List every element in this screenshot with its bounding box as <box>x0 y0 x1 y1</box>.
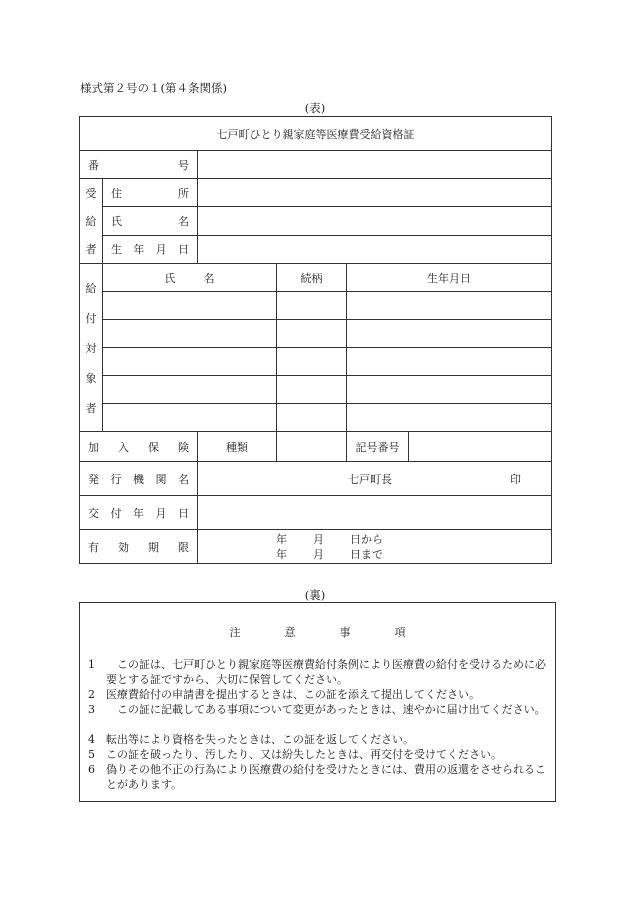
target-birth-cell[interactable] <box>347 292 552 320</box>
target-relation-cell[interactable] <box>277 376 347 404</box>
birth-label: 生 年 月 日 <box>103 235 198 263</box>
notes-box <box>79 602 556 802</box>
note-item-1: 1 この証は、七戸町ひとり親家庭等医療費給付条例により医療費の給付を受けるために必要とする証ですから、大切に保管してください。 <box>88 658 546 686</box>
target-relation-header: 続柄 <box>277 264 347 292</box>
note-item-5: 5 この証を破ったり、汚したり、又は紛失したときは、再交付を受けてください。 <box>88 748 502 761</box>
address-label: 住 所 <box>103 179 198 207</box>
recipient-label: 受 給 者 <box>80 179 103 264</box>
target-relation-cell[interactable] <box>277 320 347 348</box>
insurance-type-label: 種類 <box>198 432 277 462</box>
target-relation-cell[interactable] <box>277 348 347 376</box>
insurance-type-value[interactable] <box>277 432 347 462</box>
note-item-2: 2 医療費給付の申請書を提出するときは、この証を添えて提出してください。 <box>88 688 480 701</box>
target-name-cell[interactable] <box>103 376 277 404</box>
note-item-4: 4 転出等により資格を失ったときは、この証を返してください。 <box>88 733 414 746</box>
certificate-table <box>79 116 552 564</box>
certificate-title: 七戸町ひとり親家庭等医療費受給資格証 <box>80 117 552 151</box>
insurance-code-value[interactable] <box>409 432 552 462</box>
front-caption: (表) <box>304 101 326 115</box>
number-value[interactable] <box>198 151 552 179</box>
target-birth-header: 生年月日 <box>347 264 552 292</box>
issuer-label: 発 行 機 関 名 <box>80 462 198 496</box>
target-label: 給 付 対 象 者 <box>80 264 103 432</box>
name-label: 氏 名 <box>103 207 198 235</box>
target-name-header: 氏 名 <box>103 264 277 292</box>
target-relation-cell[interactable] <box>277 292 347 320</box>
target-name-cell[interactable] <box>103 404 277 432</box>
target-birth-cell[interactable] <box>347 320 552 348</box>
target-birth-cell[interactable] <box>347 404 552 432</box>
target-birth-cell[interactable] <box>347 348 552 376</box>
back-caption: (裏) <box>304 588 326 602</box>
target-name-cell[interactable] <box>103 320 277 348</box>
name-value[interactable] <box>198 207 552 235</box>
birth-value[interactable] <box>198 235 552 263</box>
note-item-6: 6 偽りその他不正の行為により医療費の給付を受けたときには、費用の返還をさせられることがあります。 <box>88 763 546 791</box>
validity-to: 年 月 日まで <box>276 547 383 561</box>
seal-mark: 印 <box>510 473 521 486</box>
validity-label: 有 効 期 限 <box>80 530 198 564</box>
validity-from: 年 月 日から <box>276 532 383 546</box>
form-number: 様式第２号の１(第４条関係) <box>80 81 227 95</box>
target-name-cell[interactable] <box>103 292 277 320</box>
validity-value <box>198 530 552 564</box>
insurance-code-label: 記号番号 <box>347 432 409 462</box>
issue-date-value[interactable] <box>198 496 552 530</box>
target-relation-cell[interactable] <box>277 404 347 432</box>
number-label: 番 号 <box>80 151 198 179</box>
note-item-3: 3 この証に記載してある事項について変更があったときは、速やかに届け出てください。 <box>88 703 546 716</box>
insurance-label: 加 入 保 険 <box>80 432 198 462</box>
target-birth-cell[interactable] <box>347 376 552 404</box>
issuer-value <box>198 462 552 496</box>
target-name-cell[interactable] <box>103 348 277 376</box>
notes-title: 注 意 事 項 <box>229 626 406 639</box>
address-value[interactable] <box>198 179 552 207</box>
issuer-name: 七戸町長 <box>348 473 392 486</box>
issue-date-label: 交 付 年 月 日 <box>80 496 198 530</box>
